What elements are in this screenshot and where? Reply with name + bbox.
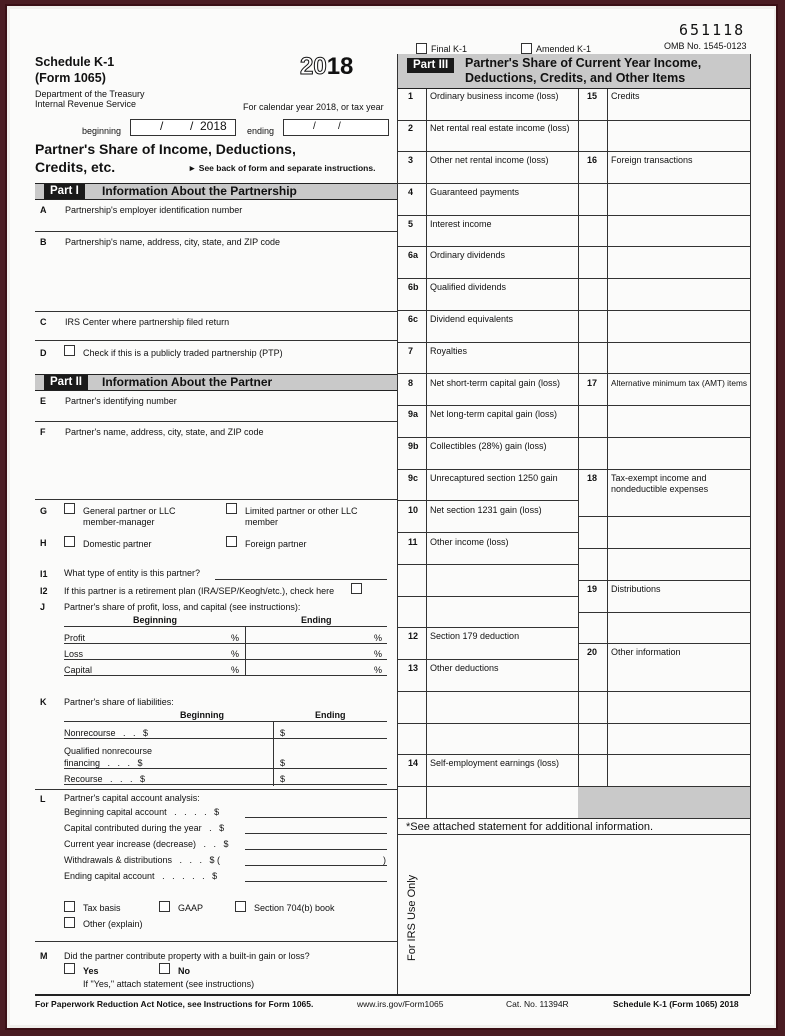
line-13-field-a[interactable]	[398, 691, 578, 692]
k-beginning-header: Beginning	[180, 710, 224, 720]
withdrawals-close-paren: )	[383, 855, 386, 865]
line-19-field-a[interactable]	[578, 612, 750, 613]
line-5-field[interactable]	[398, 246, 578, 247]
line-14-field[interactable]	[398, 786, 578, 787]
yes-label: Yes	[83, 966, 99, 976]
divider	[35, 941, 397, 942]
line-12-label: Section 179 deduction	[430, 631, 520, 641]
capital-contributed-field[interactable]	[245, 833, 387, 834]
no-checkbox[interactable]	[159, 963, 170, 974]
qualified-nonrecourse-field[interactable]	[64, 768, 387, 769]
line-4-num: 4	[408, 187, 414, 197]
loss-label: Loss	[64, 649, 84, 659]
line-b-label: Partnership's name, address, city, state, and ZIP code	[65, 237, 280, 247]
statement-note: *See attached statement for additional information.	[406, 821, 654, 833]
irs-name: Internal Revenue Service	[35, 99, 137, 109]
line-14-label: Self-employment earnings (loss)	[430, 758, 560, 768]
line-5-label: Interest income	[430, 219, 492, 229]
catalog-number: Cat. No. 11394R	[506, 999, 569, 1009]
line-9a-field[interactable]	[398, 437, 578, 438]
line-11-field-a[interactable]	[398, 564, 578, 565]
divider	[398, 834, 750, 835]
line-9a-label: Net long-term capital gain (loss)	[430, 409, 558, 419]
foreign-partner-label: Foreign partner	[245, 539, 307, 549]
percent-sign: %	[231, 633, 240, 643]
line-9b-num: 9b	[408, 441, 419, 451]
line-16-field-a[interactable]	[578, 183, 750, 184]
form-page	[10, 9, 774, 1025]
percent-sign: %	[374, 649, 383, 659]
domestic-partner-checkbox[interactable]	[64, 536, 75, 547]
line-2-num: 2	[408, 123, 414, 133]
barcode-number: 651118	[679, 21, 746, 39]
form-url[interactable]: www.irs.gov/Form1065	[357, 999, 444, 1009]
line-e-letter: E	[40, 396, 47, 406]
line-7-label: Royalties	[430, 346, 468, 356]
tax-year	[300, 53, 353, 81]
shaded-block	[578, 786, 750, 819]
line-18-label-1: Tax-exempt income and	[611, 473, 707, 483]
line-14-num: 14	[408, 758, 419, 768]
part2-title: Information About the Partner	[102, 375, 273, 389]
section-704b-label: Section 704(b) book	[254, 903, 335, 913]
withdrawals-label: Withdrawals & distributions . . . $ (	[64, 855, 221, 865]
ending-capital-field[interactable]	[245, 881, 387, 882]
divider	[35, 421, 397, 422]
divider	[64, 626, 387, 627]
line-1-num: 1	[408, 91, 414, 101]
divider	[397, 54, 398, 994]
beginning-label: beginning	[82, 126, 122, 136]
capital-contributed-label: Capital contributed during the year . $	[64, 823, 225, 833]
line-12-num: 12	[408, 631, 419, 641]
divider	[35, 231, 397, 232]
line-20-field-a[interactable]	[578, 691, 750, 692]
omb-number: OMB No. 1545-0123	[664, 41, 747, 51]
footer-form-year: Schedule K-1 (Form 1065) 2018	[613, 999, 739, 1009]
nonrecourse-field[interactable]	[64, 738, 387, 739]
dollar-sign: $	[280, 728, 286, 738]
part2-tag: Part II	[44, 375, 88, 390]
ending-label: ending	[247, 126, 275, 136]
line-9b-field[interactable]	[398, 469, 750, 470]
dollar-sign: $	[280, 774, 286, 784]
general-partner-label-2: member-manager	[83, 517, 155, 527]
line-11-field-b[interactable]	[398, 596, 578, 597]
line-4-field[interactable]	[398, 215, 578, 216]
m-note: If "Yes," attach statement (see instructions)	[83, 979, 255, 989]
line-17-field-b[interactable]	[578, 437, 750, 438]
amended-k1-checkbox[interactable]	[521, 43, 532, 54]
ending-capital-label: Ending capital account . . . . . $	[64, 871, 218, 881]
line-18-label-2: nondeductible expenses	[611, 484, 709, 494]
line-11-num: 11	[408, 537, 418, 547]
line-2-label: Net rental real estate income (loss)	[430, 123, 570, 133]
line-12-field[interactable]	[398, 659, 578, 660]
capital-field[interactable]	[64, 675, 387, 676]
yes-checkbox[interactable]	[64, 963, 75, 974]
foreign-partner-checkbox[interactable]	[226, 536, 237, 547]
divider	[750, 54, 751, 994]
line-d-label: Check if this is a publicly traded partnership (PTP)	[83, 348, 283, 358]
line-8-num: 8	[408, 378, 414, 388]
line-i1-label: What type of entity is this partner?	[64, 568, 201, 578]
line-9c-num: 9c	[408, 473, 419, 483]
line-d-letter: D	[40, 348, 47, 358]
recourse-field[interactable]	[64, 784, 387, 785]
withdrawals-field[interactable]	[245, 865, 387, 866]
divider	[35, 789, 397, 790]
line-b-letter: B	[40, 237, 47, 247]
line-e-label: Partner's identifying number	[65, 396, 177, 406]
domestic-partner-label: Domestic partner	[83, 539, 152, 549]
recourse-label: Recourse . . . $	[64, 774, 146, 784]
line-i2-label: If this partner is a retirement plan (IRA/SEP/Keogh/etc.), check here	[64, 586, 335, 596]
line-l-label: Partner's capital account analysis:	[64, 793, 200, 803]
part3-tag: Part III	[407, 58, 454, 73]
limited-partner-checkbox[interactable]	[226, 503, 237, 514]
line-3-num: 3	[408, 155, 414, 165]
dollar-sign: $	[280, 758, 286, 768]
line-13-num: 13	[408, 663, 419, 673]
line-13-field-c[interactable]	[398, 754, 578, 755]
line-18-num: 18	[587, 473, 598, 483]
share-title-line2: Credits, etc.	[35, 159, 116, 175]
k-ending-header: Ending	[315, 710, 346, 720]
line-19-num: 19	[587, 584, 598, 594]
no-label: No	[178, 966, 190, 976]
loss-field[interactable]	[64, 659, 387, 660]
line-8-label: Net short-term capital gain (loss)	[430, 378, 561, 388]
line-9c-field[interactable]	[398, 500, 578, 501]
divider	[35, 340, 397, 341]
divider	[273, 721, 274, 786]
line-16-field-e[interactable]	[578, 310, 750, 311]
line-9a-num: 9a	[408, 409, 419, 419]
line-1-field[interactable]	[398, 120, 578, 121]
line-1-label: Ordinary business income (loss)	[430, 91, 559, 101]
divider	[35, 994, 750, 996]
line-3-field[interactable]	[398, 183, 578, 184]
entity-type-field[interactable]	[215, 579, 387, 580]
see-back-note: ► See back of form and separate instructions.	[188, 163, 376, 173]
line-j-letter: J	[40, 602, 46, 612]
line-20-label: Other information	[611, 647, 681, 657]
divider	[607, 89, 608, 819]
limited-partner-label-2: member	[245, 517, 279, 527]
line-10-field[interactable]	[398, 532, 578, 533]
line-6b-field[interactable]	[398, 310, 578, 311]
nonrecourse-label: Nonrecourse . . $	[64, 728, 149, 738]
profit-label: Profit	[64, 633, 86, 643]
line-6a-num: 6a	[408, 250, 419, 260]
line-10-num: 10	[408, 505, 419, 515]
line-f-letter: F	[40, 427, 46, 437]
line-18-field-a[interactable]	[578, 516, 750, 517]
percent-sign: %	[231, 665, 240, 675]
beginning-date-value: / / 2018	[160, 119, 227, 133]
irs-use-only-label: For IRS Use Only	[406, 874, 418, 961]
line-j-label: Partner's share of profit, loss, and capital (see instructions):	[64, 602, 301, 612]
line-9c-label: Unrecaptured section 1250 gain	[430, 473, 558, 483]
line-10-label: Net section 1231 gain (loss)	[430, 505, 542, 515]
percent-sign: %	[231, 649, 240, 659]
line-15-field[interactable]	[578, 120, 750, 121]
ptp-checkbox[interactable]	[64, 345, 75, 356]
line-i2-letter: I2	[40, 586, 48, 596]
divider	[426, 89, 427, 819]
line-2-field[interactable]	[398, 151, 750, 152]
line-a-label: Partnership's employer identification number	[65, 205, 243, 215]
percent-sign: %	[374, 665, 383, 675]
line-17-num: 17	[587, 378, 598, 388]
line-7-num: 7	[408, 346, 414, 356]
divider	[398, 818, 750, 819]
line-6c-field[interactable]	[398, 342, 578, 343]
line-16-field-b[interactable]	[578, 215, 750, 216]
line-i1-letter: I1	[40, 569, 48, 579]
limited-partner-label-1: Limited partner or other LLC	[245, 506, 358, 516]
line-4-label: Guaranteed payments	[430, 187, 520, 197]
other-explain-label: Other (explain)	[83, 919, 143, 929]
gaap-checkbox[interactable]	[159, 901, 170, 912]
ending-date-value: / /	[313, 121, 341, 132]
line-16-label: Foreign transactions	[611, 155, 693, 165]
line-18-field-b[interactable]	[578, 548, 750, 549]
line-6c-label: Dividend equivalents	[430, 314, 514, 324]
general-partner-label-1: General partner or LLC	[83, 506, 176, 516]
line-g-letter: G	[40, 506, 48, 516]
line-6b-num: 6b	[408, 282, 419, 292]
line-9b-label: Collectibles (28%) gain (loss)	[430, 441, 547, 451]
tax-basis-label: Tax basis	[83, 903, 121, 913]
j-ending-header: Ending	[301, 615, 332, 625]
line-l-letter: L	[40, 794, 46, 804]
current-year-increase-label: Current year increase (decrease) . . $	[64, 839, 229, 849]
line-3-label: Other net rental income (loss)	[430, 155, 549, 165]
qualified-nonrecourse-label-2: financing . . . $	[64, 758, 143, 768]
section-704b-checkbox[interactable]	[235, 901, 246, 912]
line-c-label: IRS Center where partnership filed return	[65, 317, 230, 327]
divider	[35, 499, 397, 500]
final-k1-checkbox[interactable]	[416, 43, 427, 54]
beginning-capital-label: Beginning capital account . . . . $	[64, 807, 220, 817]
qualified-nonrecourse-label-1: Qualified nonrecourse	[64, 746, 153, 756]
line-15-label: Credits	[611, 91, 640, 101]
line-f-label: Partner's name, address, city, state, and ZIP code	[65, 427, 264, 437]
part1-title: Information About the Partnership	[102, 184, 297, 198]
j-beginning-header: Beginning	[133, 615, 177, 625]
line-16-field-c[interactable]	[578, 246, 750, 247]
line-h-letter: H	[40, 538, 47, 548]
line-6a-field[interactable]	[398, 278, 578, 279]
line-m-label: Did the partner contribute property with a built-in gain or loss?	[64, 951, 310, 961]
line-a-letter: A	[40, 205, 47, 215]
form-title: Schedule K-1	[35, 55, 115, 69]
line-16-field-d[interactable]	[578, 278, 750, 279]
part3-title-line1: Partner's Share of Current Year Income,	[465, 56, 702, 70]
dept-treasury: Department of the Treasury	[35, 89, 145, 99]
line-c-letter: C	[40, 317, 47, 327]
final-k1-label: Final K-1	[431, 44, 468, 54]
line-19-label: Distributions	[611, 584, 661, 594]
tax-basis-checkbox[interactable]	[64, 901, 75, 912]
line-6b-label: Qualified dividends	[430, 282, 507, 292]
line-16-num: 16	[587, 155, 598, 165]
amended-k1-label: Amended K-1	[536, 44, 592, 54]
part3-title-line2: Deductions, Credits, and Other Items	[465, 71, 686, 85]
gaap-label: GAAP	[178, 903, 204, 913]
line-8-field[interactable]	[398, 405, 578, 406]
line-6c-num: 6c	[408, 314, 419, 324]
line-m-letter: M	[40, 951, 48, 961]
calendar-year-text: For calendar year 2018, or tax year	[243, 102, 384, 112]
line-16-field-f[interactable]	[578, 342, 750, 343]
line-17-label: Alternative minimum tax (AMT) items	[611, 378, 747, 388]
profit-field[interactable]	[64, 643, 387, 644]
line-15-num: 15	[587, 91, 598, 101]
line-13-field-b[interactable]	[398, 723, 750, 724]
tax-year-bold: 18	[326, 53, 354, 80]
line-11-field-c[interactable]	[398, 627, 578, 628]
line-17-field-a[interactable]	[578, 405, 750, 406]
tax-year-outline: 20	[300, 53, 327, 80]
divider	[35, 311, 397, 312]
line-7-field[interactable]	[398, 373, 750, 374]
line-18-field-c[interactable]	[578, 580, 750, 581]
current-year-increase-field[interactable]	[245, 849, 387, 850]
line-19-field-b[interactable]	[578, 643, 750, 644]
divider	[578, 89, 579, 819]
share-title-line1: Partner's Share of Income, Deductions,	[35, 141, 296, 157]
other-explain-checkbox[interactable]	[64, 917, 75, 928]
capital-label: Capital	[64, 665, 93, 675]
percent-sign: %	[374, 633, 383, 643]
line-13-label: Other deductions	[430, 663, 499, 673]
line-5-num: 5	[408, 219, 414, 229]
general-partner-checkbox[interactable]	[64, 503, 75, 514]
beginning-capital-field[interactable]	[245, 817, 387, 818]
part1-tag: Part I	[44, 184, 85, 199]
line-20-num: 20	[587, 647, 598, 657]
retirement-plan-checkbox[interactable]	[351, 583, 362, 594]
line-6a-label: Ordinary dividends	[430, 250, 506, 260]
divider	[64, 721, 387, 722]
divider	[245, 626, 246, 676]
form-number: (Form 1065)	[35, 71, 106, 85]
line-k-letter: K	[40, 697, 47, 707]
line-20-field-b[interactable]	[578, 754, 750, 755]
line-k-label: Partner's share of liabilities:	[64, 697, 174, 707]
paperwork-notice: For Paperwork Reduction Act Notice, see Instructions for Form 1065.	[35, 999, 314, 1009]
line-11-label: Other income (loss)	[430, 537, 509, 547]
